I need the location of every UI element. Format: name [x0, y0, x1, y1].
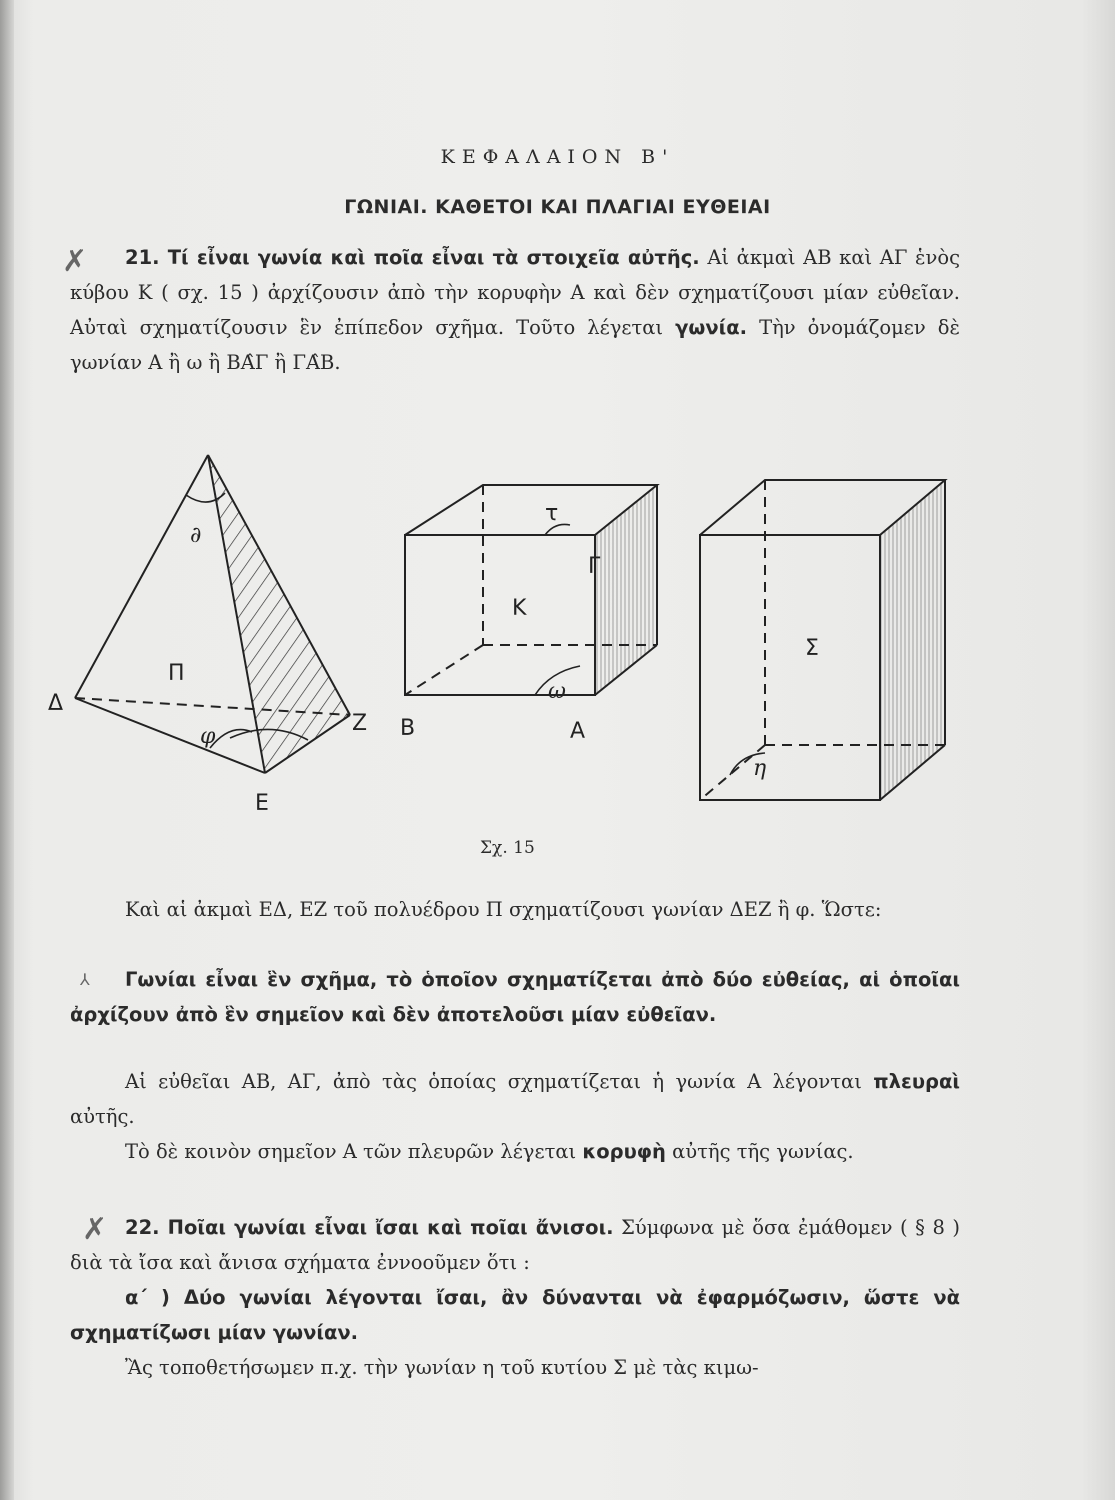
label-eta: η [753, 756, 767, 781]
label-z: Z [352, 711, 368, 736]
section-21-text-2: Τὴν ὀνομάζομεν δὲ γωνίαν Α ἢ ω ἢ ΒΑ̂Γ ἢ ΓΑ̂Β. [70, 316, 961, 374]
paragraph-sides [70, 1064, 960, 1134]
sides-text-1: Αἱ εὐθεῖαι ΑΒ, ΑΓ, ἀπὸ τὰς ὁποίας σχηματίζεται ἡ γωνία Α λέγονται [125, 1070, 874, 1093]
figure-15 [40, 440, 970, 820]
term-koryfi: κορυφὴ [582, 1140, 666, 1163]
section-22-heading: 22. Ποῖαι γωνίαι εἶναι ἴσαι καὶ ποῖαι ἄνισοι. [125, 1216, 614, 1239]
section-22-paragraph [70, 1210, 960, 1280]
label-sigma: Σ [805, 636, 819, 661]
term-gonia: γωνία. [675, 316, 748, 339]
margin-mark-definition: ⅄ [80, 970, 90, 989]
cube-drawing [405, 485, 657, 695]
section-22-text: Σύμφωνα μὲ ὅσα ἐμάθομεν ( § 8 ) διὰ τὰ ἴσα καὶ ἄνισα σχήματα ἐννοοῦμεν ὅτι : [70, 1216, 961, 1274]
chapter-subtitle: ΓΩΝΙΑΙ. ΚΑΘΕΤΟΙ ΚΑΙ ΠΛΑΓΙΑΙ ΕΥΘΕΙΑΙ [344, 196, 771, 218]
paragraph-vertex [70, 1134, 960, 1169]
label-omega: ω [548, 679, 566, 704]
figure-caption: Σχ. 15 [480, 838, 535, 858]
definition-angle: Γωνίαι εἶναι ἓν σχῆμα, τὸ ὁποῖον σχηματίζεται ἀπὸ δύο εὐθείας, αἱ ὁποῖαι ἀρχίζουν ἀπὸ ἓν σημεῖον καὶ δὲν ἀποτελοῦσι μίαν εὐθεῖαν. [70, 968, 960, 1026]
page-spine-shadow [0, 0, 14, 1500]
label-pi: Π [168, 661, 185, 686]
section-21-text-1: Αἱ ἀκμαὶ ΑΒ καὶ ΑΓ ἑνὸς κύβου Κ ( σχ. 15 ) ἀρχίζουσιν ἀπὸ τὴν κορυφὴν Α καὶ δὲν σχηματίζουσι μίαν εὐθεῖαν. Αὐταὶ σχηματίζουσιν ἓν ἐπίπεδον σχῆμα. Τοῦτο λέγεται [70, 246, 960, 339]
last-line: Ἂς τοποθετήσωμεν π.χ. τὴν γωνίαν η τοῦ κυτίου Σ μὲ τὰς κιμω- [125, 1356, 759, 1379]
sides-text-2: αὐτῆς. [70, 1105, 135, 1128]
section-21-paragraph [70, 240, 960, 380]
label-delta: Δ [48, 691, 64, 716]
margin-cross-mark-22: ✗ [82, 1212, 108, 1247]
label-tau: τ [545, 501, 559, 526]
label-a: Α [570, 719, 586, 744]
vertex-text-1: Τὸ δὲ κοινὸν σημεῖον Α τῶν πλευρῶν λέγεται [125, 1140, 583, 1163]
box-drawing [700, 480, 945, 800]
label-g: Γ [588, 554, 601, 579]
label-angle-d: ∂ [190, 523, 202, 548]
margin-cross-mark-21: ✗ [62, 244, 88, 279]
label-k: Κ [512, 596, 527, 621]
section-21-heading: 21. Τί εἶναι γωνία καὶ ποῖα εἶναι τὰ στοιχεῖα αὐτῆς. [125, 246, 700, 269]
term-pleurai: πλευραὶ [873, 1070, 960, 1093]
paragraph-polyhedron: Καὶ αἱ ἀκμαὶ ΕΔ, ΕΖ τοῦ πολυέδρου Π σχηματίζουσι γωνίαν ΔΕΖ ἢ φ. Ὥστε: [125, 898, 882, 921]
label-b: Β [400, 716, 416, 741]
label-angle-phi: φ [200, 724, 216, 749]
chapter-heading: ΚΕΦΑΛΑΙΟΝ Β' [440, 146, 675, 168]
label-e: Ε [255, 791, 269, 816]
vertex-text-2: αὐτῆς τῆς γωνίας. [665, 1140, 854, 1163]
rule-a: α΄ ) Δύο γωνίαι λέγονται ἴσαι, ἂν δύνανται νὰ ἐφαρμόζωσιν, ὥστε νὰ σχηματίζωσι μίαν γωνίαν. [70, 1286, 960, 1344]
